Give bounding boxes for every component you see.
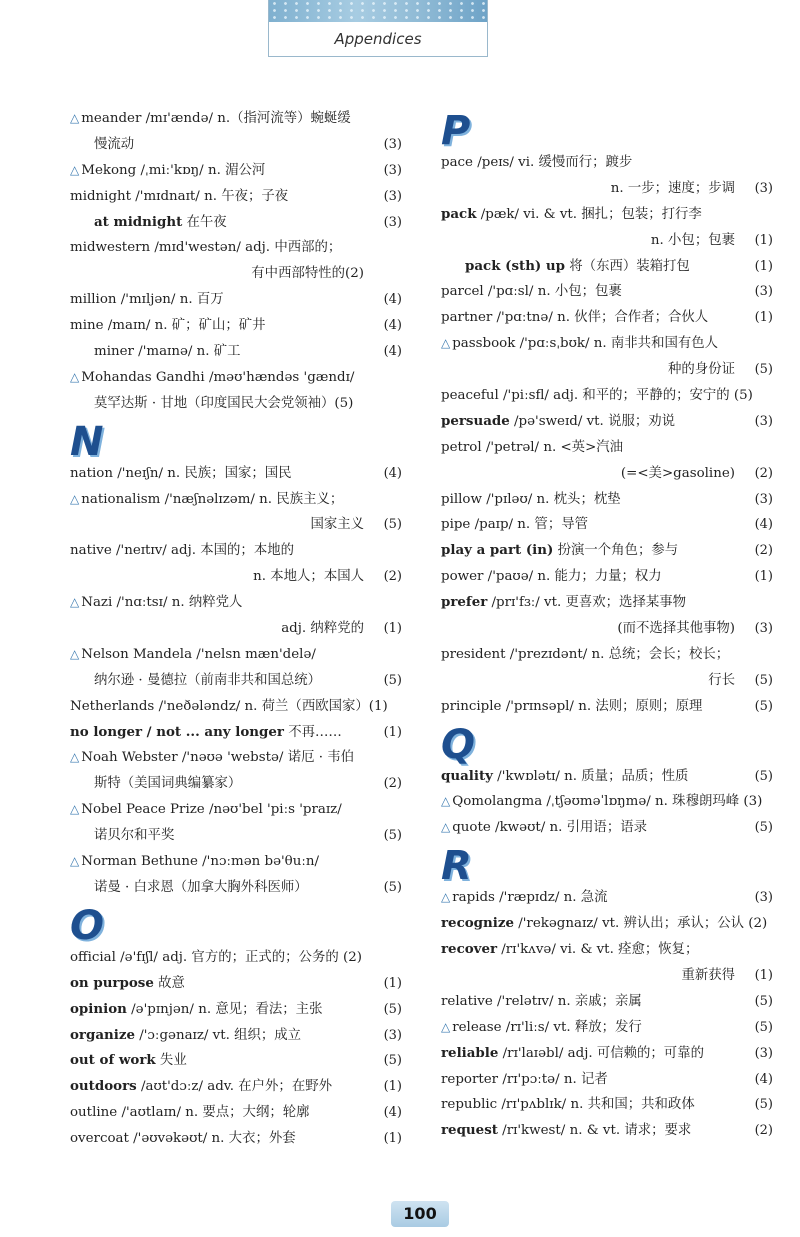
glossary-entry [441, 538, 773, 564]
unit-number: (3) [754, 284, 773, 300]
unit-number: (5) [383, 1053, 402, 1069]
unit-number: (5) [754, 362, 773, 378]
glossary-entry [70, 564, 402, 590]
entry-text: △ quote /kwəʊt/ n. 引用语；语录 [441, 820, 647, 836]
header-droplet-pattern [269, 0, 487, 22]
entry-text: out of work 失业 [70, 1052, 187, 1069]
glossary-entry [70, 590, 402, 616]
entry-text: △ passbook /'pɑːsˌbʊk/ n. 南非共和国有色人 [441, 336, 719, 352]
triangle-marker-icon: △ [70, 750, 80, 765]
entry-text: recover /rɪ'kʌvə/ vi. & vt. 痊愈；恢复； [441, 941, 699, 958]
glossary-entry [70, 1100, 402, 1126]
entry-text: request /rɪ'kwest/ n. & vt. 请求；要求 [441, 1122, 692, 1139]
triangle-marker-icon: △ [70, 162, 80, 177]
entry-text: △ Norman Bethune /'nɔːmən bə'θuːn/ [70, 854, 320, 870]
glossary-entry [441, 383, 773, 409]
unit-number: (2) [754, 465, 773, 481]
entry-text: △ nationalism /'næʃnəlɪzəm/ n. 民族主义； [70, 491, 344, 507]
entry-text: 行长 [708, 672, 735, 688]
glossary-entry [441, 789, 773, 815]
unit-number: (3) [754, 1045, 773, 1061]
entry-text: △ Nelson Mandela /'nelsn mæn'delə/ [70, 646, 316, 662]
entry-text: quality /'kwɒlətɪ/ n. 质量；品质；性质 [441, 767, 689, 784]
glossary-entry [441, 989, 773, 1015]
section-letter-q [441, 720, 773, 768]
section-letter-glyph: R [441, 843, 472, 890]
entry-text: △ Mohandas Gandhi /məʊ'hændəs 'gændɪ/ [70, 369, 355, 385]
unit-number: (1) [383, 621, 402, 637]
unit-number: (5) [383, 1001, 402, 1017]
unit-number: (4) [754, 517, 773, 533]
entry-text: pack (sth) up 将（东西）装箱打包 [465, 257, 690, 274]
glossary-entry [70, 997, 402, 1023]
section-letter-n [70, 417, 402, 465]
entry-text: 莫罕达斯 · 甘地（印度国民大会党领袖）(5) [94, 395, 354, 411]
triangle-marker-icon: △ [70, 369, 80, 384]
unit-number: (4) [383, 292, 402, 308]
glossary-entry [70, 945, 402, 971]
glossary-entry [441, 487, 773, 513]
unit-number: (3) [383, 1027, 402, 1043]
entry-text: relative /'relətɪv/ n. 亲戚；亲属 [441, 993, 642, 1009]
entry-text: (=<美>gasoline) [620, 465, 735, 481]
triangle-marker-icon: △ [70, 111, 80, 125]
glossary-entry [70, 694, 402, 720]
unit-number: (4) [383, 1105, 402, 1121]
unit-number: (5) [754, 698, 773, 714]
glossary-entry [70, 235, 402, 261]
entry-text: pack /pæk/ vi. & vt. 捆扎；包装；打行李 [441, 205, 702, 222]
entry-text: official /ə'fɪʃl/ adj. 官方的；正式的；公务的 (2) [70, 949, 362, 965]
unit-number: (3) [383, 188, 402, 204]
entry-text: million /'mɪljən/ n. 百万 [70, 292, 224, 308]
glossary-entry [70, 538, 402, 564]
triangle-marker-icon: △ [70, 854, 80, 869]
glossary-entry [70, 875, 402, 901]
section-letter-o [70, 901, 402, 949]
entry-text: 诺曼 · 白求恩（加拿大胸外科医师） [94, 879, 308, 895]
glossary-entry [70, 642, 402, 668]
unit-number: (1) [754, 569, 773, 585]
section-letter-r [441, 841, 773, 890]
glossary-entry [441, 1015, 773, 1041]
unit-number: (2) [383, 776, 402, 792]
glossary-entry [70, 1126, 402, 1152]
entry-text: petrol /'petrəl/ n. <英>汽油 [441, 439, 624, 455]
entry-text: prefer /prɪ'fɜː/ vt. 更喜欢；选择某事物 [441, 594, 687, 611]
entry-text: play a part (in) 扮演一个角色；参与 [441, 542, 679, 559]
unit-number: (4) [754, 1071, 773, 1087]
glossary-entry [441, 590, 773, 616]
entry-text: pillow /'pɪləʊ/ n. 枕头；枕垫 [441, 491, 621, 507]
glossary-entry [70, 158, 402, 184]
triangle-marker-icon: △ [70, 802, 80, 817]
unit-number: (5) [383, 828, 402, 844]
glossary-entry [441, 668, 773, 694]
unit-number: (1) [383, 724, 402, 740]
entry-text: (而不选择其他事物) [617, 621, 735, 637]
unit-number: (3) [383, 162, 402, 178]
triangle-marker-icon: △ [70, 491, 80, 506]
unit-number: (5) [383, 879, 402, 895]
appendices-header-tab [268, 0, 488, 57]
triangle-marker-icon: △ [441, 336, 451, 351]
glossary-entry [441, 228, 773, 254]
entry-text: organize /'ɔːgənaɪz/ vt. 组织；成立 [70, 1026, 302, 1043]
unit-number: (3) [754, 890, 773, 906]
entry-text: peaceful /'piːsfl/ adj. 和平的；平静的；安宁的 (5) [441, 388, 753, 404]
unit-number: (1) [754, 232, 773, 248]
section-letter-p [441, 106, 773, 154]
entry-text: overcoat /'əʊvəkəʊt/ n. 大衣；外套 [70, 1131, 296, 1147]
glossary-entry [70, 823, 402, 849]
glossary-entry [441, 254, 773, 280]
glossary-entry [441, 176, 773, 202]
entry-text: republic /rɪ'pʌblɪk/ n. 共和国；共和政体 [441, 1097, 695, 1113]
entry-text: adj. 纳粹党的 [281, 621, 364, 637]
glossary-entry [441, 1118, 773, 1144]
entry-text: 纳尔逊 · 曼德拉（前南非共和国总统） [94, 672, 322, 688]
entry-text: 慢流动 [94, 136, 135, 152]
entry-text: △ Mekong /ˌmiː'kɒŋ/ n. 湄公河 [70, 162, 266, 178]
triangle-marker-icon: △ [441, 794, 451, 809]
glossary-entry [441, 461, 773, 487]
entry-text: 诺贝尔和平奖 [94, 828, 175, 844]
glossary-column-left [70, 106, 402, 1152]
unit-number: (5) [754, 1019, 773, 1035]
entry-text: reliable /rɪ'laɪəbl/ adj. 可信赖的；可靠的 [441, 1044, 704, 1061]
glossary-entry [70, 261, 402, 287]
entry-text: at midnight 在午夜 [94, 213, 227, 230]
entry-text: 斯特（美国词典编纂家） [94, 776, 242, 792]
unit-number: (4) [383, 465, 402, 481]
glossary-entry [70, 210, 402, 236]
unit-number: (5) [754, 768, 773, 784]
entry-text: president /'prezɪdənt/ n. 总统；会长；校长； [441, 646, 730, 662]
triangle-marker-icon: △ [70, 646, 80, 661]
entry-text: 国家主义 [310, 517, 364, 533]
glossary-entry [441, 642, 773, 668]
glossary-column-right [441, 106, 773, 1144]
glossary-entry [441, 911, 773, 937]
entry-text: 重新获得 [681, 967, 735, 983]
section-letter-glyph: P [441, 108, 471, 154]
entry-text: △ release /rɪ'liːs/ vt. 释放；发行 [441, 1019, 642, 1035]
unit-number: (5) [383, 517, 402, 533]
glossary-entry [441, 357, 773, 383]
glossary-entry [70, 745, 402, 771]
glossary-entry [70, 1048, 402, 1074]
glossary-entry [441, 202, 773, 228]
entry-text: △ Nazi /'nɑːtsɪ/ n. 纳粹党人 [70, 595, 243, 611]
entry-text: midnight /'mɪdnaɪt/ n. 午夜；子夜 [70, 188, 289, 204]
glossary-entry [441, 564, 773, 590]
unit-number: (5) [754, 672, 773, 688]
entry-text: pipe /paɪp/ n. 管；导管 [441, 517, 588, 533]
glossary-entry [441, 937, 773, 963]
entry-text: outdoors /aʊt'dɔːz/ adv. 在户外；在野外 [70, 1078, 332, 1095]
unit-number: (4) [383, 318, 402, 334]
entry-text: on purpose 故意 [70, 974, 185, 991]
entry-text: no longer / not ... any longer 不再…… [70, 723, 342, 740]
glossary-entry [70, 668, 402, 694]
entry-text: parcel /'pɑːsl/ n. 小包；包裹 [441, 284, 622, 300]
glossary-entry [70, 365, 402, 391]
glossary-entry [441, 764, 773, 790]
glossary-entry [70, 287, 402, 313]
entry-text: △ Nobel Peace Prize /nəʊ'bel 'piːs 'praɪz/ [70, 802, 342, 818]
entry-text: principle /'prɪnsəpl/ n. 法则；原则；原理 [441, 698, 703, 714]
entry-text: reporter /rɪ'pɔːtə/ n. 记者 [441, 1071, 608, 1087]
entry-text: n. 本地人；本国人 [253, 569, 364, 585]
glossary-entry [441, 279, 773, 305]
glossary-entry [441, 694, 773, 720]
glossary-entry [70, 771, 402, 797]
section-title: Appendices [334, 30, 422, 48]
entry-text: 种的身份证 [668, 362, 735, 378]
glossary-entry [70, 512, 402, 538]
unit-number: (2) [383, 569, 402, 585]
entry-text: △ rapids /'ræpɪdz/ n. 急流 [441, 890, 608, 906]
entry-text: mine /maɪn/ n. 矿；矿山；矿井 [70, 318, 266, 334]
glossary-entry [70, 616, 402, 642]
glossary-entry [70, 849, 402, 875]
glossary-entry [70, 106, 402, 132]
unit-number: (1) [383, 1079, 402, 1095]
glossary-entry [441, 435, 773, 461]
unit-number: (3) [383, 214, 402, 230]
glossary-entry [441, 1067, 773, 1093]
glossary-entry [441, 616, 773, 642]
unit-number: (1) [754, 258, 773, 274]
glossary-entry [441, 815, 773, 841]
glossary-entry [70, 184, 402, 210]
unit-number: (4) [383, 344, 402, 360]
entry-text: △ meander /mɪ'ændə/ n.（指河流等）蜿蜒缓 [70, 111, 351, 126]
unit-number: (3) [754, 621, 773, 637]
entry-text: n. 小包；包裹 [650, 232, 735, 248]
unit-number: (3) [754, 491, 773, 507]
entry-text: partner /'pɑːtnə/ n. 伙伴；合作者；合伙人 [441, 310, 709, 326]
unit-number: (1) [383, 1131, 402, 1147]
glossary-entry [70, 971, 402, 997]
section-letter-glyph: O [70, 902, 105, 949]
glossary-entry [441, 305, 773, 331]
unit-number: (5) [754, 1097, 773, 1113]
glossary-entry [441, 512, 773, 538]
glossary-entry [70, 487, 402, 513]
glossary-entry [441, 963, 773, 989]
glossary-entry [70, 391, 402, 417]
glossary-entry [70, 1023, 402, 1049]
unit-number: (2) [754, 1123, 773, 1139]
page-number: 100 [391, 1201, 449, 1227]
entry-text: persuade /pə'sweɪd/ vt. 说服；劝说 [441, 412, 676, 429]
glossary-entry [441, 885, 773, 911]
glossary-entry [70, 339, 402, 365]
entry-text: opinion /ə'pɪnjən/ n. 意见；看法；主张 [70, 1000, 323, 1017]
glossary-entry [441, 150, 773, 176]
glossary-entry [441, 409, 773, 435]
glossary-entry [70, 461, 402, 487]
glossary-entry [70, 720, 402, 746]
entry-text: native /'neɪtɪv/ adj. 本国的；本地的 [70, 543, 294, 559]
triangle-marker-icon: △ [441, 890, 451, 905]
unit-number: (1) [754, 310, 773, 326]
unit-number: (1) [383, 975, 402, 991]
entry-text: recognize /'rekəgnaɪz/ vt. 辨认出；承认；公认 (2) [441, 915, 768, 932]
unit-number: (2) [754, 543, 773, 559]
glossary-entry [441, 1041, 773, 1067]
unit-number: (3) [383, 136, 402, 152]
entry-text: pace /peɪs/ vi. 缓慢而行；踱步 [441, 155, 633, 170]
entry-text: 有中西部特性的(2) [251, 266, 364, 282]
triangle-marker-icon: △ [441, 1019, 451, 1034]
section-letter-glyph: N [70, 418, 104, 465]
glossary-entry [70, 313, 402, 339]
entry-text: power /'paʊə/ n. 能力；力量；权力 [441, 569, 662, 585]
entry-text: △ Noah Webster /'nəʊə 'webstə/ 诺厄 · 韦伯 [70, 750, 355, 766]
entry-text: Netherlands /'neðələndz/ n. 荷兰（西欧国家）(1) [70, 698, 388, 714]
unit-number: (5) [754, 993, 773, 1009]
entry-text: midwestern /mɪd'westən/ adj. 中西部的； [70, 240, 342, 256]
glossary-entry [70, 1074, 402, 1100]
glossary-entry [441, 1092, 773, 1118]
triangle-marker-icon: △ [441, 820, 451, 835]
entry-text: outline /'aʊtlaɪn/ n. 要点；大纲；轮廓 [70, 1105, 310, 1121]
unit-number: (3) [754, 413, 773, 429]
glossary-entry [70, 132, 402, 158]
glossary-entry [441, 331, 773, 357]
entry-text: n. 一步；速度；步调 [610, 180, 735, 196]
unit-number: (1) [754, 967, 773, 983]
entry-text: miner /'maɪnə/ n. 矿工 [94, 344, 241, 360]
entry-text: △ Qomolangma /ˌtʃəʊməˈlɒŋmə/ n. 珠穆朗玛峰 (3) [441, 794, 763, 810]
unit-number: (5) [754, 820, 773, 836]
unit-number: (3) [754, 180, 773, 196]
entry-text: nation /'neɪʃn/ n. 民族；国家；国民 [70, 465, 292, 481]
glossary-entry [70, 797, 402, 823]
unit-number: (5) [383, 672, 402, 688]
triangle-marker-icon: △ [70, 595, 80, 610]
section-letter-glyph: Q [441, 721, 476, 768]
